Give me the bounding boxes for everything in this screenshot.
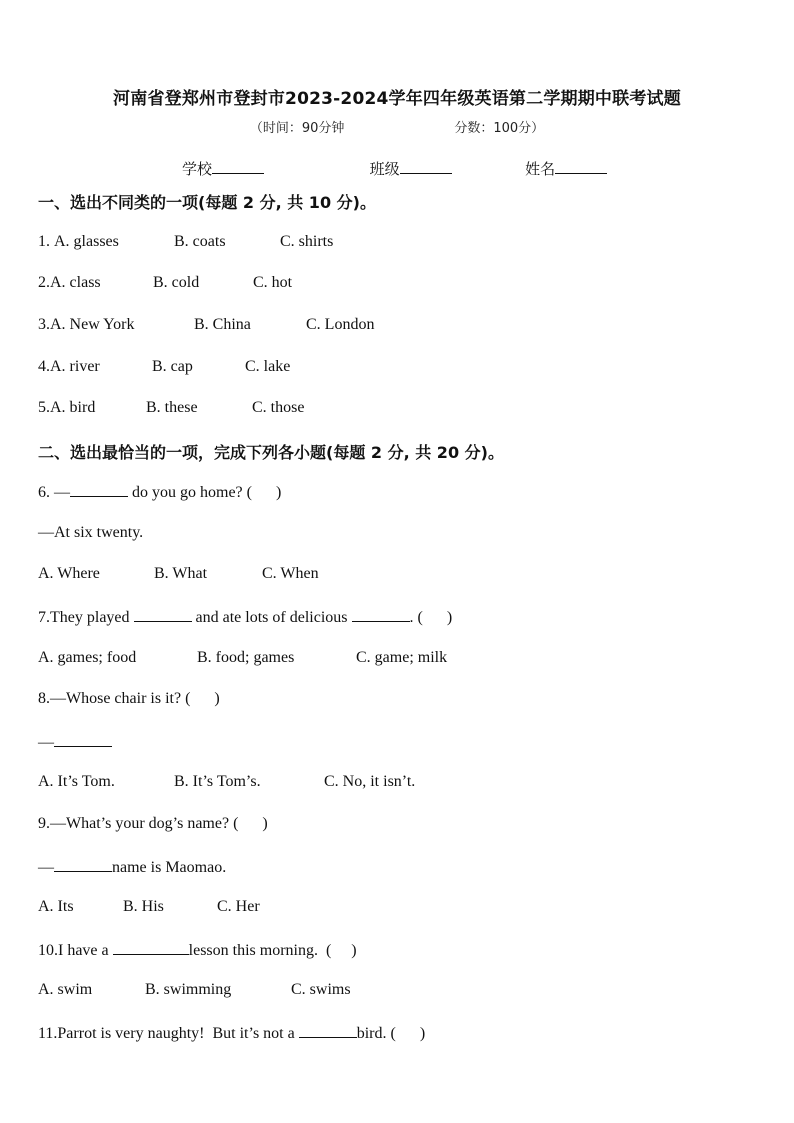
- option-c[interactable]: C. shirts: [280, 233, 334, 250]
- total-score: 分数：100分）: [454, 121, 545, 136]
- question-1: [38, 233, 333, 251]
- option-c[interactable]: C. When: [262, 565, 319, 582]
- option-c[interactable]: C. No, it isn’t.: [324, 773, 416, 790]
- option-a[interactable]: A. swim: [38, 981, 93, 998]
- section-heading-1: 一、选出不同类的一项(每题 2 分, 共 10 分)。: [38, 193, 376, 212]
- question-4: [38, 358, 290, 376]
- question-number: 2.: [38, 274, 50, 291]
- option-a[interactable]: A. bird: [50, 399, 96, 416]
- question-number: 1.: [38, 233, 50, 250]
- option-a[interactable]: A. class: [50, 274, 101, 291]
- answer-blank[interactable]: [113, 940, 189, 955]
- question-9: 9.—What’s your dog’s name? ( ): [38, 815, 268, 832]
- question-11: [38, 1023, 425, 1043]
- question-stem: 11.Parrot is very naughty! But it’s not a: [38, 1025, 295, 1042]
- school-label: 学校: [182, 160, 213, 178]
- option-c[interactable]: C. game; milk: [356, 649, 448, 666]
- answer-blank[interactable]: [134, 607, 192, 622]
- option-a[interactable]: A. games; food: [38, 649, 137, 666]
- question-stem: 7.They played: [38, 609, 130, 626]
- option-b[interactable]: B. China: [194, 316, 251, 333]
- question-10-options: [38, 981, 351, 999]
- option-c[interactable]: C. those: [252, 399, 305, 416]
- question-8-answer: [38, 732, 112, 752]
- answer-blank[interactable]: [54, 732, 112, 747]
- option-b[interactable]: B. coats: [174, 233, 226, 250]
- question-stem: and ate lots of delicious: [195, 609, 348, 626]
- option-b[interactable]: B. cold: [153, 274, 200, 291]
- question-6: [38, 482, 281, 502]
- question-stem: name is Maomao.: [112, 859, 227, 876]
- option-a[interactable]: A. Where: [38, 565, 100, 582]
- question-9-options: [38, 898, 260, 916]
- class-blank[interactable]: [400, 159, 452, 174]
- question-number: 3.: [38, 316, 50, 333]
- question-6-options: [38, 565, 319, 583]
- question-stem: do you go home? ( ): [132, 484, 282, 501]
- question-10: [38, 940, 357, 960]
- question-3: [38, 316, 374, 334]
- question-8-options: [38, 773, 415, 791]
- question-stem: . ( ): [409, 609, 453, 626]
- option-b[interactable]: B. What: [154, 565, 208, 582]
- option-b[interactable]: B. cap: [152, 358, 193, 375]
- dash: —: [38, 734, 54, 751]
- question-stem: 10.I have a: [38, 942, 109, 959]
- question-2: [38, 274, 292, 292]
- option-a[interactable]: A. Its: [38, 898, 74, 915]
- question-number: 5.: [38, 399, 50, 416]
- class-label: 班级: [369, 160, 400, 178]
- question-7: [38, 607, 452, 627]
- option-a[interactable]: A. New York: [50, 316, 135, 333]
- name-label: 姓名: [525, 160, 556, 178]
- question-stem: bird. ( ): [356, 1025, 426, 1042]
- section-heading-2: 二、选出最恰当的一项，完成下列各小题(每题 2 分, 共 20 分)。: [38, 443, 504, 462]
- option-c[interactable]: C. Her: [217, 898, 260, 915]
- name-blank[interactable]: [555, 159, 607, 174]
- question-number: 4.: [38, 358, 50, 375]
- question-9-answer: [38, 857, 226, 877]
- question-8: 8.—Whose chair is it? ( ): [38, 690, 220, 707]
- school-blank[interactable]: [212, 159, 264, 174]
- time-limit: （时间：90分钟: [249, 121, 345, 136]
- question-6-answer: —At six twenty.: [38, 524, 144, 541]
- option-b[interactable]: B. swimming: [145, 981, 232, 998]
- option-c[interactable]: C. swims: [291, 981, 351, 998]
- option-b[interactable]: B. food; games: [197, 649, 295, 666]
- option-b[interactable]: B. It’s Tom’s.: [174, 773, 261, 790]
- exam-meta: [0, 117, 794, 136]
- option-b[interactable]: B. these: [146, 399, 198, 416]
- question-stem: lesson this morning. ( ): [188, 942, 357, 959]
- student-info: [182, 158, 607, 179]
- answer-blank[interactable]: [54, 857, 112, 872]
- answer-blank[interactable]: [70, 482, 128, 497]
- answer-blank[interactable]: [299, 1023, 357, 1038]
- option-c[interactable]: C. hot: [253, 274, 293, 291]
- page-title: 河南省登郑州市登封市2023-2024学年四年级英语第二学期期中联考试题: [113, 89, 681, 109]
- option-a[interactable]: A. river: [50, 358, 100, 375]
- option-c[interactable]: C. lake: [245, 358, 291, 375]
- question-5: [38, 399, 304, 417]
- dash: —: [38, 859, 54, 876]
- option-b[interactable]: B. His: [123, 898, 164, 915]
- answer-blank[interactable]: [352, 607, 410, 622]
- option-c[interactable]: C. London: [306, 316, 375, 333]
- question-7-options: [38, 649, 447, 667]
- question-stem: 6. —: [38, 484, 70, 501]
- option-a[interactable]: A. glasses: [54, 233, 119, 250]
- option-a[interactable]: A. It’s Tom.: [38, 773, 115, 790]
